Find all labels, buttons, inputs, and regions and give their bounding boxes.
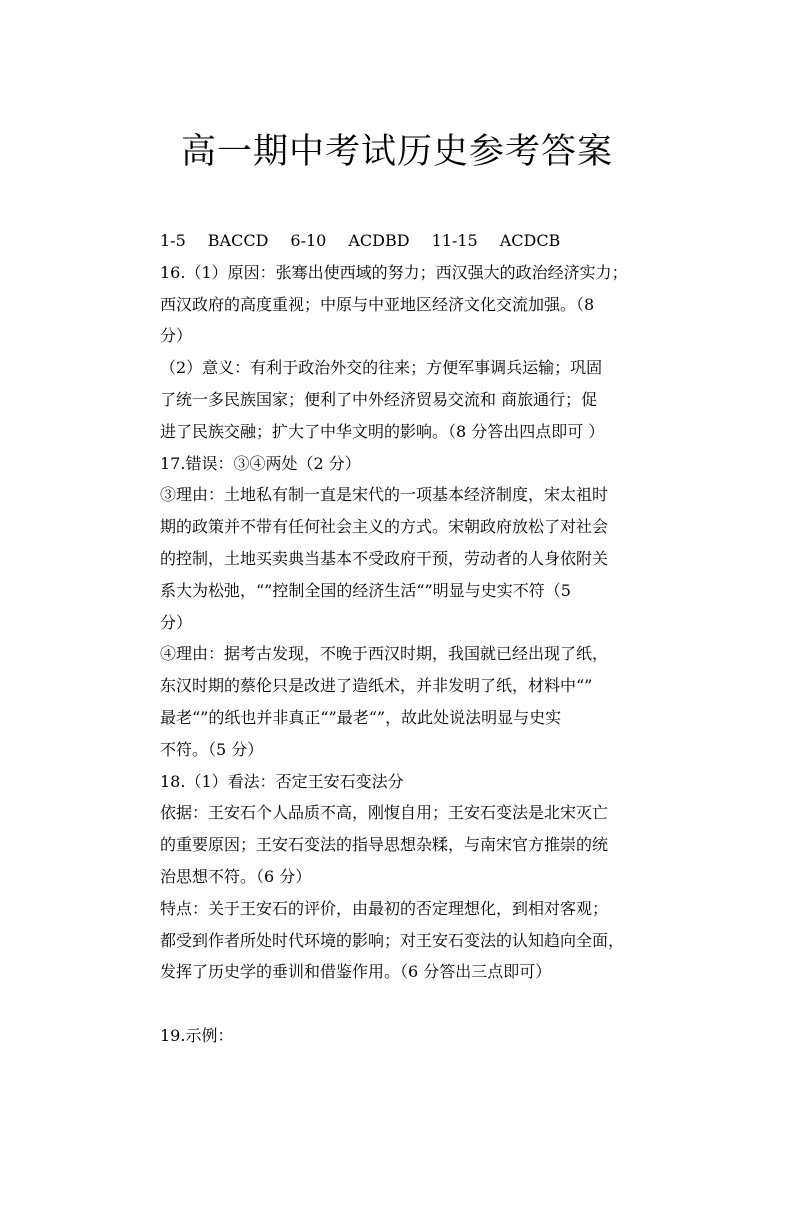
page-title: 高一期中考试历史参考答案 xyxy=(180,132,613,172)
text-line: 了统一多民族国家；便利了中外经济贸易交流和 商旅通行；促 xyxy=(160,389,598,409)
mc-group-3-answer: ACDCB xyxy=(499,231,561,250)
mc-group-2-answer: ACDBD xyxy=(348,231,410,250)
text-line: 特点：关于王安石的评价，由最初的否定理想化，到相对客观； xyxy=(160,898,609,918)
mc-group-3-label: 11-15 xyxy=(431,231,478,250)
text-line: 西汉政府的高度重视；中原与中亚地区经济文化交流加强。（8 xyxy=(160,294,595,314)
text-line: ④理由：据考古发现，不晚于西汉时期，我国就已经出现了纸， xyxy=(160,644,609,664)
text-line: 分） xyxy=(160,326,193,346)
text-line: 东汉时期的蔡伦只是改进了造纸术，并非发明了纸，材料中“” xyxy=(160,676,593,696)
text-line: 进了民族交融；扩大了中华文明的影响。（8 分答出四点即可 ） xyxy=(160,421,605,441)
text-line: 最老“”的纸也并非真正“”最老“”，故此处说法明显与史实 xyxy=(160,707,562,727)
text-line: 17.错误：③④两处（2 分） xyxy=(160,453,361,473)
text-line: 18.（1）看法：否定王安石变法分 xyxy=(160,771,404,791)
text-line: 的重要原因；王安石变法的指导思想杂糅，与南宋官方推崇的统 xyxy=(160,835,609,855)
text-line: ③理由：土地私有制一直是宋代的一项基本经济制度，宋太祖时 xyxy=(160,485,609,505)
answer-body xyxy=(160,225,644,1052)
mc-group-2-label: 6-10 xyxy=(290,231,327,250)
mc-group-1-answer: BACCD xyxy=(207,231,269,250)
text-line: 的控制，土地买卖典当基本不受政府干预，劳动者的人身依附关 xyxy=(160,548,609,568)
text-line: 期的政策并不带有任何社会主义的方式。宋朝政府放松了对社会 xyxy=(160,517,609,537)
text-line: 系大为松弛，“”控制全国的经济生活“”明显与史实不符（5 xyxy=(160,580,571,600)
text-line: （2）意义：有利于政治外交的往来；方便军事调兵运输；巩固 xyxy=(160,358,603,378)
question-19-heading: 19.示例： xyxy=(160,1025,234,1045)
mc-group-1-label: 1-5 xyxy=(160,231,186,250)
text-line: 依据：王安石个人品质不高，刚愎自用；王安石变法是北宋灭亡 xyxy=(160,803,609,823)
text-line: 分） xyxy=(160,612,193,632)
text-line: 16.（1）原因：张骞出使西域的努力；西汉强大的政治经济实力； xyxy=(160,262,628,282)
text-line: 治思想不符。（6 分） xyxy=(160,866,312,886)
text-line: 不符。（5 分） xyxy=(160,739,264,759)
text-line: 发挥了历史学的垂训和借鉴作用。（6 分答出三点即可） xyxy=(160,962,552,982)
multiple-choice-answers xyxy=(160,225,644,257)
blank-line xyxy=(160,988,644,1020)
text-line: 都受到作者所处时代环境的影响；对王安石变法的认知趋向全面， xyxy=(160,930,625,950)
